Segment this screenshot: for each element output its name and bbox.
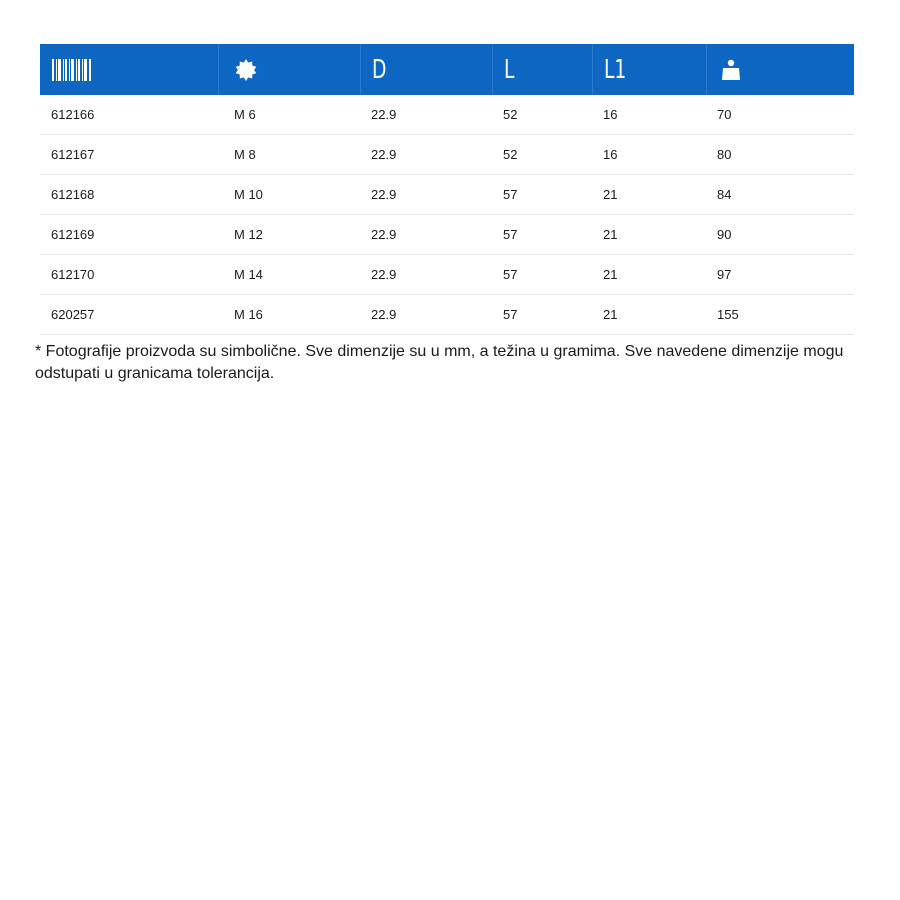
header-l1: L1	[592, 44, 706, 95]
cell-l1: 21	[592, 215, 706, 255]
cell-d: 22.9	[360, 255, 492, 295]
table-row	[40, 215, 854, 255]
table-header	[40, 44, 854, 95]
cell-weight: 90	[706, 215, 854, 255]
header-thread-size	[218, 44, 360, 95]
header-weight	[706, 44, 854, 95]
barcode-icon	[51, 58, 93, 82]
cell-l: 52	[492, 135, 592, 175]
weight-icon	[721, 59, 741, 81]
cell-article-number: 612169	[40, 215, 218, 255]
cell-weight: 80	[706, 135, 854, 175]
cell-thread-size: M 12	[218, 215, 360, 255]
cell-weight: 84	[706, 175, 854, 215]
cell-l1: 21	[592, 295, 706, 335]
footnote: * Fotografije proizvoda su simbolične. Sve dimenzije su u mm, a težina u gramima. Sve navedene dimenzije mogu odstupati u granicama tolerancija.	[35, 343, 844, 382]
cell-thread-size: M 10	[218, 175, 360, 215]
header-l: L	[492, 44, 592, 95]
thread-gear-icon	[235, 59, 257, 81]
cell-thread-size: M 14	[218, 255, 360, 295]
cell-l: 52	[492, 95, 592, 135]
cell-weight: 70	[706, 95, 854, 135]
cell-weight: 155	[706, 295, 854, 335]
cell-thread-size: M 16	[218, 295, 360, 335]
cell-d: 22.9	[360, 175, 492, 215]
cell-article-number: 620257	[40, 295, 218, 335]
table-row	[40, 135, 854, 175]
cell-l: 57	[492, 175, 592, 215]
cell-d: 22.9	[360, 135, 492, 175]
cell-d: 22.9	[360, 95, 492, 135]
table-row	[40, 295, 854, 335]
cell-l1: 21	[592, 175, 706, 215]
cell-article-number: 612168	[40, 175, 218, 215]
cell-l: 57	[492, 295, 592, 335]
header-d: D	[360, 44, 492, 95]
table-row	[40, 255, 854, 295]
cell-thread-size: M 6	[218, 95, 360, 135]
spec-table	[40, 44, 854, 335]
header-row	[40, 44, 854, 95]
cell-article-number: 612167	[40, 135, 218, 175]
table-row	[40, 95, 854, 135]
cell-l: 57	[492, 215, 592, 255]
cell-d: 22.9	[360, 295, 492, 335]
cell-l: 57	[492, 255, 592, 295]
cell-weight: 97	[706, 255, 854, 295]
cell-article-number: 612166	[40, 95, 218, 135]
cell-l1: 16	[592, 135, 706, 175]
header-article-number	[40, 44, 218, 95]
cell-thread-size: M 8	[218, 135, 360, 175]
cell-l1: 16	[592, 95, 706, 135]
table-row	[40, 175, 854, 215]
cell-article-number: 612170	[40, 255, 218, 295]
cell-d: 22.9	[360, 215, 492, 255]
cell-l1: 21	[592, 255, 706, 295]
